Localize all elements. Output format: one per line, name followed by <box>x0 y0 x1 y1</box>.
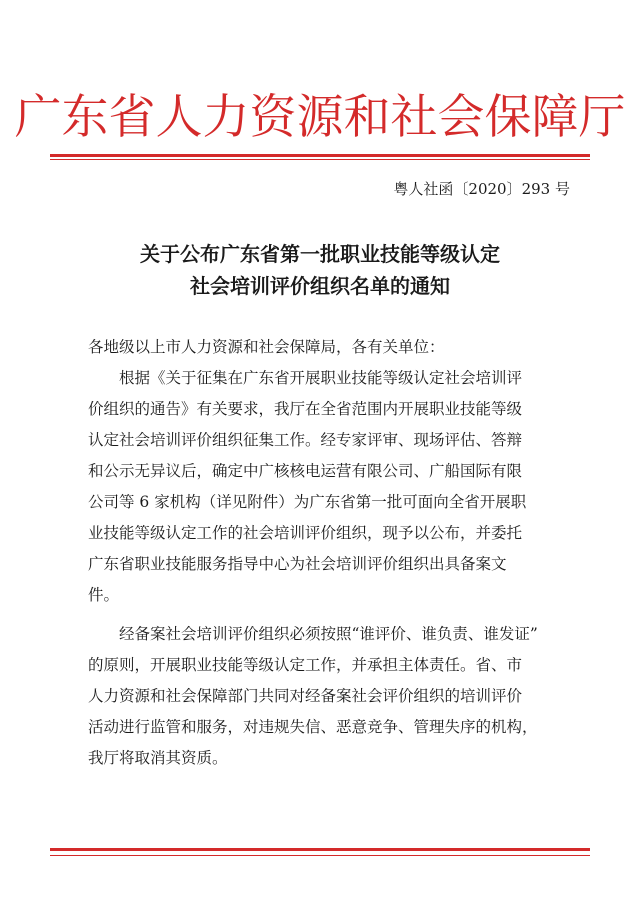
red-header-rule <box>50 154 590 157</box>
paragraph-1-line: 公司等 6 家机构（详见附件）为广东省第一批可面向全省开展职 <box>88 493 527 511</box>
paragraph-2-line: 人力资源和社会保障部门共同对经备案社会评价组织的培训评价 <box>88 687 523 705</box>
red-footer-rule <box>50 848 590 851</box>
paragraph-1-line: 件。 <box>88 586 120 604</box>
document-number: 粤人社函〔2020〕293 号 <box>393 180 570 198</box>
paragraph-1-line: 和公示无异议后，确定中广核核电运营有限公司、广船国际有限 <box>88 462 523 480</box>
red-footer-rule-thin <box>50 855 590 856</box>
salutation: 各地级以上市人力资源和社会保障局，各有关单位： <box>88 338 445 356</box>
document-title-line-1: 关于公布广东省第一批职业技能等级认定 <box>140 242 500 266</box>
paragraph-1-line: 价组织的通告》有关要求，我厅在全省范围内开展职业技能等级 <box>88 400 523 418</box>
paragraph-2-line: 经备案社会培训评价组织必须按照“谁评价、谁负责、谁发证” <box>119 625 538 643</box>
paragraph-1-line: 广东省职业技能服务指导中心为社会培训评价组织出具备案文 <box>88 555 507 573</box>
paragraph-1-line: 根据《关于征集在广东省开展职业技能等级认定社会培训评 <box>119 369 523 387</box>
issuing-authority-title: 广东省人力资源和社会保障厅 <box>14 90 626 145</box>
paragraph-2-line: 活动进行监管和服务，对违规失信、恶意竞争、管理失序的机构， <box>88 718 538 736</box>
document-title <box>0 238 640 302</box>
paragraph-2-line: 的原则，开展职业技能等级认定工作，并承担主体责任。省、市 <box>88 656 523 674</box>
paragraph-2-line: 我厅将取消其资质。 <box>88 749 228 767</box>
document-body <box>88 332 570 774</box>
paragraph-gap <box>88 611 570 619</box>
paragraph-1-line: 认定社会培训评价组织征集工作。经专家评审、现场评估、答辩 <box>88 431 523 449</box>
red-header-rule-thin <box>50 159 590 160</box>
document-title-line-2: 社会培训评价组织名单的通知 <box>190 274 450 298</box>
paragraph-1-line: 业技能等级认定工作的社会培训评价组织，现予以公布，并委托 <box>88 524 523 542</box>
